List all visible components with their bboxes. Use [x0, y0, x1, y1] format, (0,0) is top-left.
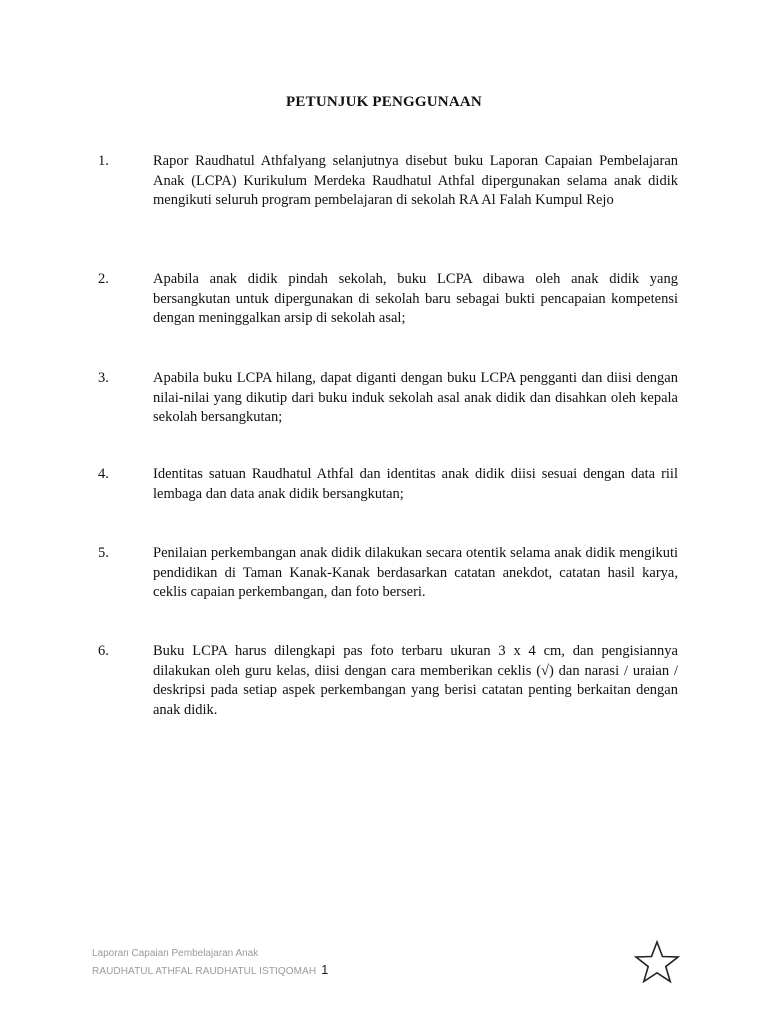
list-item-number: 2. — [98, 271, 109, 287]
star-outline-icon — [634, 940, 680, 984]
footer-school-name: RAUDHATUL ATHFAL RAUDHATUL ISTIQOMAH — [92, 966, 317, 977]
list-item-text: Identitas satuan Raudhatul Athfal dan identitas anak didik diisi sesuai dengan data riil lembaga dan data anak didik bersangkutan; — [153, 466, 678, 502]
list-item-number: 6. — [98, 643, 109, 659]
list-item-number: 5. — [98, 545, 109, 561]
footer-report-title: Laporan Capaian Pembelajaran Anak — [92, 948, 259, 959]
list-item-number: 4. — [98, 466, 109, 482]
list-item-number: 3. — [98, 370, 109, 386]
footer-school-line — [92, 961, 328, 981]
page-number: 1 — [321, 962, 329, 977]
list-item-number: 1. — [98, 153, 109, 169]
list-item-text: Rapor Raudhatul Athfalyang selanjutnya disebut buku Laporan Capaian Pembelajaran Anak (LCPA) Kurikulum Merdeka Raudhatul Athfal dipergunakan selama anak didik mengikuti seluruh program pembelajaran di sekolah RA Al Falah Kumpul Rejo — [153, 153, 678, 208]
list-item-text: Buku LCPA harus dilengkapi pas foto terbaru ukuran 3 x 4 cm, dan pengisiannya dilakukan oleh guru kelas, diisi dengan cara memberikan ceklis (√) dan narasi / uraian / deskripsi pada setiap aspek perkembangan yang berisi catatan penting berkaitan dengan anak didik. — [153, 643, 678, 718]
page-title: PETUNJUK PENGGUNAAN — [286, 94, 482, 110]
page-footer — [92, 947, 328, 981]
list-item-text: Apabila buku LCPA hilang, dapat diganti dengan buku LCPA pengganti dan diisi dengan nilai-nilai yang dikutip dari buku induk sekolah asal anak didik dan disahkan oleh kepala sekolah bersangkutan; — [153, 370, 678, 425]
list-item-text: Apabila anak didik pindah sekolah, buku LCPA dibawa oleh anak didik yang bersangkutan untuk dipergunakan di sekolah baru sebagai bukti pencapaian kompetensi dengan meninggalkan arsip di sekolah asal; — [153, 271, 678, 326]
list-item-text: Penilaian perkembangan anak didik dilakukan secara otentik selama anak didik mengikuti pendidikan di Taman Kanak-Kanak berdasarkan catatan anekdot, catatan hasil karya, ceklis capaian perkembangan, dan foto berseri. — [153, 545, 678, 600]
